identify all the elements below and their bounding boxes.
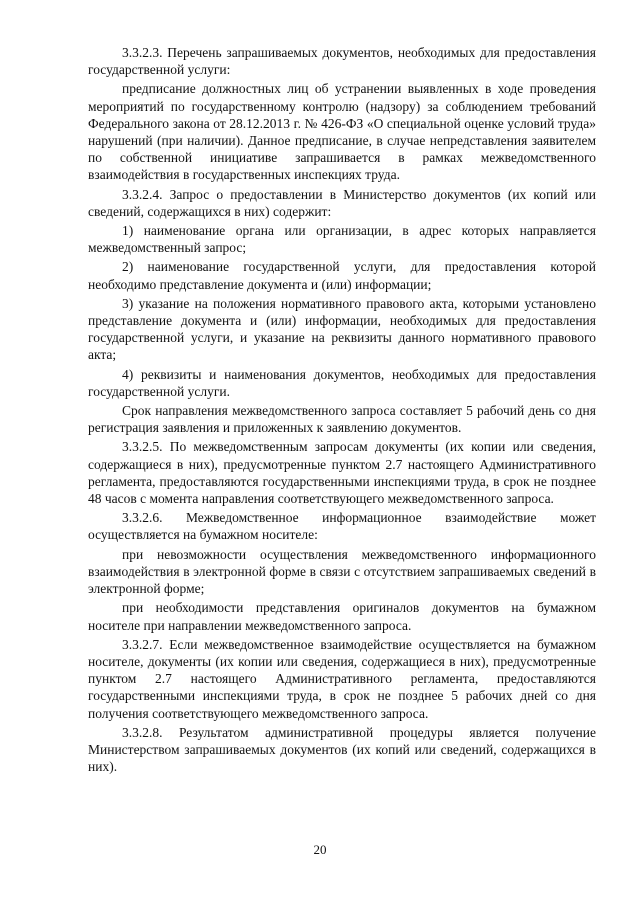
paragraph-3-3-2-8: 3.3.2.8. Результатом административной процедуры является получение Министерством запрашиваемых документов (их копий или сведений, содержащихся в них).: [88, 724, 596, 775]
paragraph-3-3-2-7: 3.3.2.7. Если межведомственное взаимодействие осуществляется на бумажном носителе, документы (их копии или сведения, содержащиеся в них), предусмотренные пунктом 2.7 настоящего Административного регламента, предоставляются государственными инспекциями труда, в срок не позднее 5 рабочих дней со дня получения соответствующего межведомственного запроса.: [88, 636, 596, 721]
list-item-1: 1) наименование органа или организации, в адрес которых направляется межведомственный запрос;: [88, 223, 596, 256]
paragraph-3-3-2-5: 3.3.2.5. По межведомственным запросам документы (их копии или сведения, содержащиеся в них), предусмотренные пунктом 2.7 настоящего Административного регламента, предоставляются государственными инспекциями труда, в срок не позднее 48 часов с момента направления соответствующего межведомственного запроса.: [88, 439, 596, 507]
document-body: [88, 44, 596, 777]
list-item-3: 3) указание на положения нормативного правового акта, которыми установлено представление документа и (или) информации, необходимых для предоставления государственной услуги, и указание на реквизиты данного нормативного правового акта;: [88, 295, 596, 363]
paragraph-deadline: Срок направления межведомственного запроса составляет 5 рабочий день со дня регистрация заявления и приложенных к заявлению документов.: [88, 403, 596, 436]
list-item-4: 4) реквизиты и наименования документов, необходимых для предоставления государственной услуги.: [88, 366, 596, 399]
paragraph-impossibility: при невозможности осуществления межведомственного информационного взаимодействия в электронной форме в связи с отсутствием запрашиваемых сведений в электронной форме;: [88, 546, 596, 597]
paragraph-3-3-2-6: 3.3.2.6. Межведомственное информационное взаимодействие может осуществляется на бумажном носителе:: [88, 510, 596, 543]
list-item-2: 2) наименование государственной услуги, для предоставления которой необходимо представление документа и (или) информации;: [88, 259, 596, 292]
paragraph-prescription: предписание должностных лиц об устранении выявленных в ходе проведения мероприятий по государственному контролю (надзору) за соблюдением требований Федерального закона от 28.12.2013 г. № 426-ФЗ «О специальной оценке условий труда» нарушений (при наличии). Данное предписание, в случае непредставления заявителем по собственной инициативе запрашивается в рамках межведомственного взаимодействия в государственных инспекциях труда.: [88, 81, 596, 183]
paragraph-3-3-2-3: 3.3.2.3. Перечень запрашиваемых документов, необходимых для предоставления государственной услуги:: [88, 45, 596, 78]
page-number: 20: [313, 842, 327, 857]
paragraph-originals: при необходимости представления оригиналов документов на бумажном носителе при направлении межведомственного запроса.: [88, 600, 596, 633]
paragraph-3-3-2-4: 3.3.2.4. Запрос о предоставлении в Министерство документов (их копий или сведений, содержащихся в них) содержит:: [88, 186, 596, 219]
